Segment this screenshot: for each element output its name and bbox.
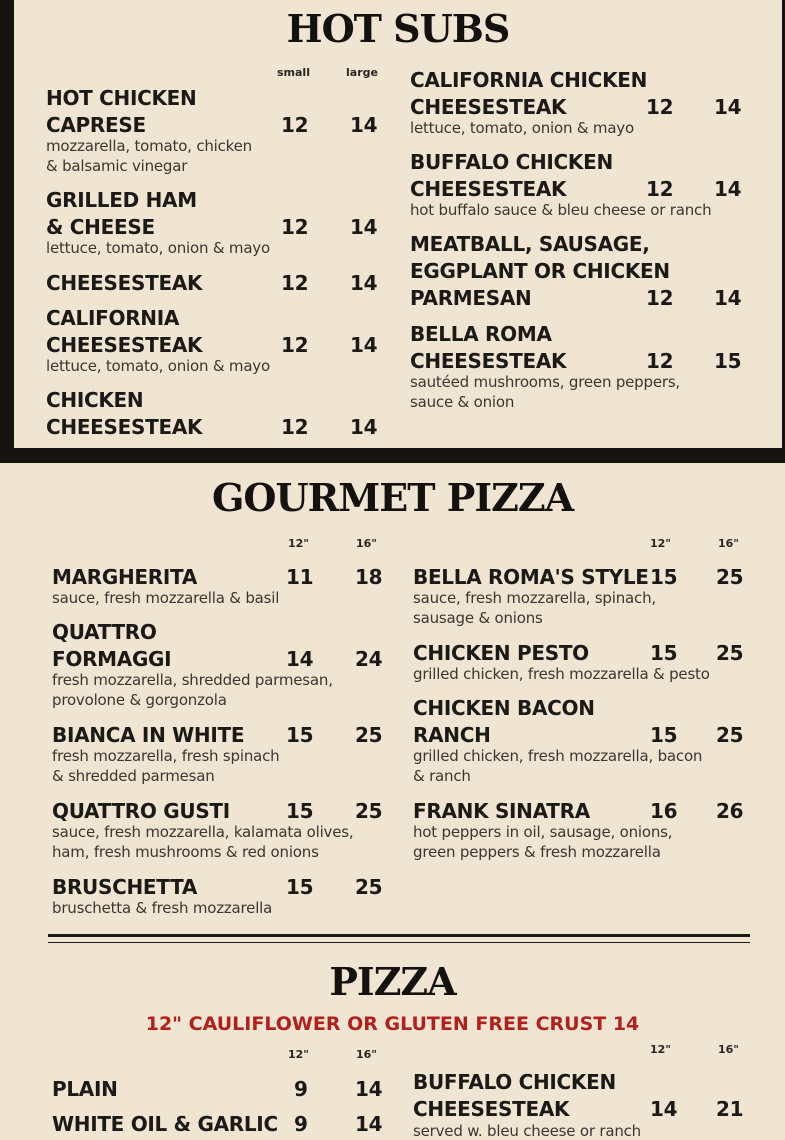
price-12: 15	[286, 723, 314, 747]
size-12-header: 12"	[650, 537, 672, 550]
item-name: QUATTRO	[52, 620, 157, 644]
price-16: 25	[716, 641, 744, 665]
item-name: GRILLED HAM	[46, 188, 197, 212]
small-header: small	[277, 66, 310, 79]
item-name: FORMAGGI	[52, 647, 172, 671]
price-large: 14	[350, 333, 378, 357]
item-name: QUATTRO GUSTI	[52, 799, 230, 823]
price-16: 24	[355, 647, 383, 671]
price-12: 9	[294, 1112, 308, 1136]
gourmet-pizza-panel	[0, 463, 785, 1140]
price-12: 15	[286, 799, 314, 823]
item-name: CHEESESTEAK	[413, 1097, 570, 1121]
hot-subs-title: HOT SUBS	[286, 6, 510, 51]
item-desc: sauce, fresh mozzarella, spinach,	[413, 589, 656, 607]
item-name: CHICKEN	[46, 388, 144, 412]
price-small: 12	[646, 349, 674, 373]
item-desc: hot buffalo sauce & bleu cheese or ranch	[410, 201, 712, 219]
price-16: 25	[716, 565, 744, 589]
price-12: 11	[286, 565, 314, 589]
item-desc: served w. bleu cheese or ranch	[413, 1122, 641, 1140]
item-name: BUFFALO CHICKEN	[410, 150, 613, 174]
item-desc: fresh mozzarella, fresh spinach	[52, 747, 280, 765]
item-name: CHEESESTEAK	[410, 349, 567, 373]
item-desc: sauce, fresh mozzarella, kalamata olives,	[52, 823, 354, 841]
large-header: large	[346, 66, 378, 79]
item-desc: sauce, fresh mozzarella & basil	[52, 589, 280, 607]
item-desc: & shredded parmesan	[52, 767, 215, 785]
price-large: 14	[350, 415, 378, 439]
price-12: 15	[650, 565, 678, 589]
size-12-header: 12"	[288, 537, 310, 550]
item-name: BRUSCHETTA	[52, 875, 198, 899]
price-16: 14	[355, 1077, 383, 1101]
size-12-header: 12"	[288, 1048, 310, 1061]
price-16: 25	[355, 799, 383, 823]
item-desc: sausage & onions	[413, 609, 543, 627]
price-16: 25	[355, 723, 383, 747]
item-desc: lettuce, tomato, onion & mayo	[46, 239, 270, 257]
hot-subs-panel	[14, 0, 782, 448]
price-large: 14	[714, 95, 742, 119]
size-16-header: 16"	[356, 537, 378, 550]
price-small: 12	[281, 333, 309, 357]
price-12: 14	[650, 1097, 678, 1121]
price-12: 14	[286, 647, 314, 671]
gourmet-pizza-title: GOURMET PIZZA	[211, 475, 574, 520]
item-name: HOT CHICKEN	[46, 86, 197, 110]
item-name: CHICKEN BACON	[413, 696, 595, 720]
price-16: 26	[716, 799, 744, 823]
price-small: 12	[646, 177, 674, 201]
price-large: 15	[714, 349, 742, 373]
size-16-header: 16"	[718, 1043, 740, 1056]
pizza-title: PIZZA	[329, 959, 456, 1004]
item-desc: fresh mozzarella, shredded parmesan,	[52, 671, 333, 689]
size-12-header: 12"	[650, 1043, 672, 1056]
item-desc: & balsamic vinegar	[46, 157, 188, 175]
price-16: 18	[355, 565, 383, 589]
crust-note: 12" CAULIFLOWER OR GLUTEN FREE CRUST 14	[145, 1013, 640, 1035]
item-desc: & ranch	[413, 767, 471, 785]
size-16-header: 16"	[718, 537, 740, 550]
price-small: 12	[281, 271, 309, 295]
price-small: 12	[646, 95, 674, 119]
price-12: 9	[294, 1077, 308, 1101]
item-desc: hot peppers in oil, sausage, onions,	[413, 823, 673, 841]
price-small: 12	[281, 215, 309, 239]
price-small: 12	[646, 286, 674, 310]
price-large: 14	[714, 286, 742, 310]
price-12: 16	[650, 799, 678, 823]
item-desc: bruschetta & fresh mozzarella	[52, 899, 273, 917]
item-desc: grilled chicken, fresh mozzarella & pesto	[413, 665, 710, 683]
price-large: 14	[350, 215, 378, 239]
price-16: 25	[716, 723, 744, 747]
item-name: BELLA ROMA'S STYLE	[413, 565, 649, 589]
item-name: RANCH	[413, 723, 491, 747]
item-desc: lettuce, tomato, onion & mayo	[410, 119, 634, 137]
divider	[48, 934, 750, 937]
divider	[48, 942, 750, 943]
item-name: MARGHERITA	[52, 565, 198, 589]
item-name: PLAIN	[52, 1077, 118, 1101]
item-name: CHEESESTEAK	[46, 271, 203, 295]
item-name: & CHEESE	[46, 215, 155, 239]
price-16: 14	[355, 1112, 383, 1136]
item-name: CHEESESTEAK	[46, 333, 203, 357]
item-desc: sauce & onion	[410, 393, 515, 411]
item-name: CHEESESTEAK	[410, 177, 567, 201]
price-large: 14	[350, 271, 378, 295]
item-name: CHICKEN PESTO	[413, 641, 589, 665]
item-name: CHEESESTEAK	[410, 95, 567, 119]
item-desc: lettuce, tomato, onion & mayo	[46, 357, 270, 375]
item-name: PARMESAN	[410, 286, 532, 310]
item-name: CHEESESTEAK	[46, 415, 203, 439]
price-12: 15	[650, 723, 678, 747]
item-name: BELLA ROMA	[410, 322, 552, 346]
price-small: 12	[281, 113, 309, 137]
item-desc: sautéed mushrooms, green peppers,	[410, 373, 680, 391]
item-name: BUFFALO CHICKEN	[413, 1070, 616, 1094]
item-desc: ham, fresh mushrooms & red onions	[52, 843, 319, 861]
price-large: 14	[350, 113, 378, 137]
item-desc: mozzarella, tomato, chicken	[46, 137, 252, 155]
item-name: BIANCA IN WHITE	[52, 723, 245, 747]
item-desc: grilled chicken, fresh mozzarella, bacon	[413, 747, 703, 765]
item-name: WHITE OIL & GARLIC	[52, 1112, 278, 1136]
item-name: MEATBALL, SAUSAGE,	[410, 232, 650, 256]
price-16: 21	[716, 1097, 744, 1121]
size-16-header: 16"	[356, 1048, 378, 1061]
price-16: 25	[355, 875, 383, 899]
item-name: CALIFORNIA CHICKEN	[410, 68, 648, 92]
item-desc: green peppers & fresh mozzarella	[413, 843, 661, 861]
price-small: 12	[281, 415, 309, 439]
price-12: 15	[286, 875, 314, 899]
item-desc: provolone & gorgonzola	[52, 691, 227, 709]
item-name: FRANK SINATRA	[413, 799, 590, 823]
item-name: EGGPLANT OR CHICKEN	[410, 259, 670, 283]
item-name: CALIFORNIA	[46, 306, 180, 330]
price-large: 14	[714, 177, 742, 201]
item-name: CAPRESE	[46, 113, 146, 137]
price-12: 15	[650, 641, 678, 665]
